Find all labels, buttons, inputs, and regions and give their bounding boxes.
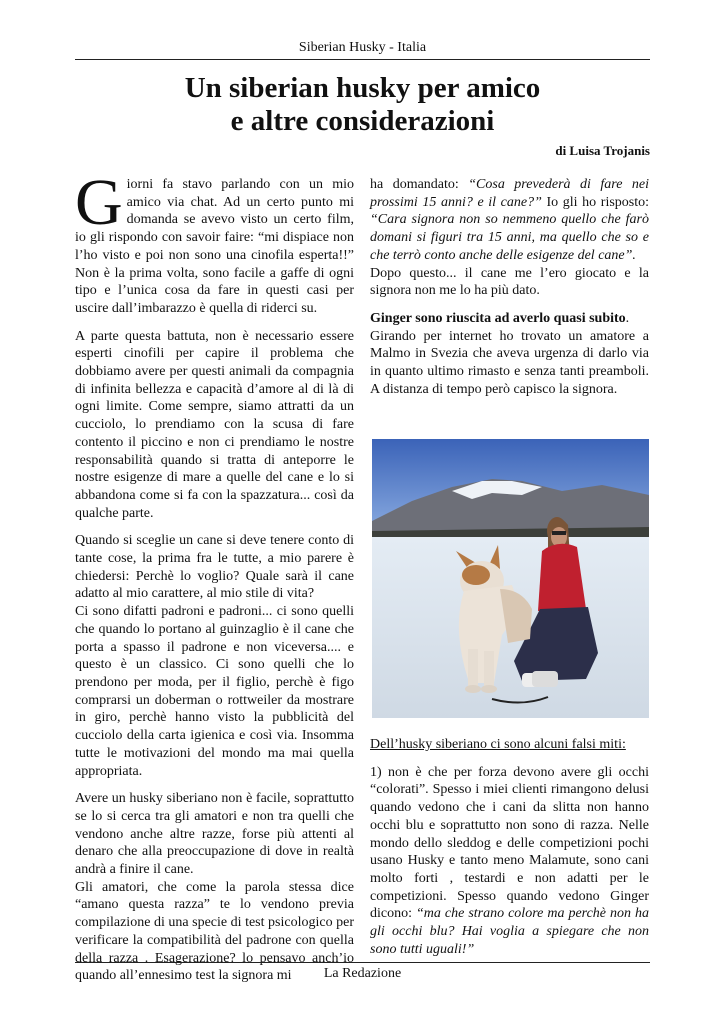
paragraph: Gli amatori, che come la parola stessa dice “amano questa razza” te lo vendono previa compilazione di una specie di test psicologico per verificare la compatibilità del padrone con quella della razza . Esagerazione? lo pensavo anch’io quando all’ennesimo test la signora mi bbox=[75, 879, 354, 984]
author-byline: di Luisa Trojanis bbox=[555, 143, 650, 158]
quote: “Cara signora non so nemmeno quello che farò domani si figuri tra 15 anni, ma quello che so e che terrò conto anche delle esigenze del cane”. bbox=[370, 212, 649, 263]
paragraph: Ci sono difatti padroni e padroni... ci sono quelli che quando lo portano al guinzaglio è il cane che porta a spasso il padrone e non viceversa.... e questo è un classico. Ci sono quelli che lo prendono per moda, per il figlio, perchè è figo comprarsi un doberman o rottweiler da mostrare in giro, perchè hanno visto la pubblicità del cucciolo della carta igienica e così via. Insomma tutte le motivazioni del mondo ma mai quella appropriata. bbox=[75, 604, 354, 779]
footer-rule bbox=[75, 962, 650, 963]
drop-cap: G bbox=[75, 166, 123, 239]
subheading: Dell’husky siberiano ci sono alcuni falsi miti: bbox=[370, 737, 626, 752]
title-line-2: e altre considerazioni bbox=[230, 105, 495, 137]
paragraph: A parte questa battuta, non è necessario essere esperti cinofili per capire il problema che dobbiamo avere per questi animali da compagnia di infinita bellezza e capacità d’amore al di là di ogni limite. Come sempre, siamo attratti da un cucciolo, lo prendiamo con la scusa di fare contento il piccino e non ci prendiamo le nostre responsabilità quando si tratta di anteporre le nostre esigenze di mare a quelle del cane e lo si abbandona come si fa con la spazzatura... così da qualche parte. bbox=[75, 328, 354, 521]
paragraph: Ginger sono riuscita ad averlo quasi subito. Girando per internet ho trovato un amatore a Malmo in Svezia che aveva urgenza di darlo via in quanto ultimo rimasto e senza tanti preamboli. A distanza di tempo però capisco la signora. bbox=[370, 310, 649, 397]
husky-photo bbox=[372, 439, 649, 718]
right-column bbox=[370, 176, 649, 408]
right-column-lower bbox=[370, 736, 649, 968]
header-rule bbox=[75, 59, 650, 60]
paragraph-intro: Giorni fa stavo parlando con un mio amico via chat. Ad un certo punto mi domanda se avevo visto un certo film, io gli rispondo con savoir faire: “mi dispiace non l’ho visto e poi non sono una cinofila esperta!!” Non è la prima volta, sono facile a gaffe di ogni tipo e l’unica cosa da fare in questi casi per uscire dall’imbarazzo è quella di riderci su. bbox=[75, 166, 354, 316]
paragraph: Quando si sceglie un cane si deve tenere conto di tante cose, la prima fra le tutte, a mio parere è chiedersi: Perchè lo voglio? Quale sarà il cane adatto al mio carattere, al mio stile di vita? bbox=[75, 533, 354, 602]
paragraph: 1) non è che per forza devono avere gli occhi “colorati”. Spesso i miei clienti rimangono delusi quando vedono che i cani da slitta non hanno occhi blu e soprattutto non sono di razza. Nelle mondo dello sleddog e delle competizioni pochi usano Husky e tanto meno Malamute, sono cani molto forti , testardi e non adatti per le competizioni. Spesso quando vedono Ginger dicono: “ma che strano colore ma perchè non ha gli occhi blu? Hai voglia a spiegare che non sono tutti uguali!” bbox=[370, 764, 649, 957]
husky-photo-illustration bbox=[372, 439, 649, 718]
paragraph: Avere un husky siberiano non è facile, soprattutto se lo si cerca tra gli amatori e non tra quelli che vendono anche altre razze, forse più attenti al denaro che alla preoccupazione di dove in realtà andrà a finire il cane. bbox=[75, 791, 354, 878]
bold-heading: Ginger sono riuscita ad averlo quasi subito bbox=[370, 310, 626, 326]
running-header: Siberian Husky - Italia bbox=[298, 40, 427, 55]
paragraph: Dopo questo... il cane me l’ero giocato e la signora non me lo ha più dato. bbox=[370, 265, 649, 299]
title-line-1: Un siberian husky per amico bbox=[184, 72, 541, 104]
running-footer: La Redazione bbox=[323, 966, 402, 981]
quote: “Cosa prevederà di fare nei prossimi 15 anni? e il cane?” bbox=[370, 177, 649, 210]
paragraph: ha domandato: “Cosa prevederà di fare nei prossimi 15 anni? e il cane?” Io gli ho risposto: “Cara signora non so nemmeno quello che farò domani si figuri tra 15 anni, ma quello che so e che terrò conto anche delle esigenze del cane”. bbox=[370, 177, 650, 263]
article-title bbox=[75, 72, 650, 138]
quote: “ma che strano colore ma perchè non ha gli occhi blu? Hai voglia a spiegare che non sono tutti uguali!” bbox=[370, 906, 649, 957]
left-column bbox=[75, 166, 354, 995]
